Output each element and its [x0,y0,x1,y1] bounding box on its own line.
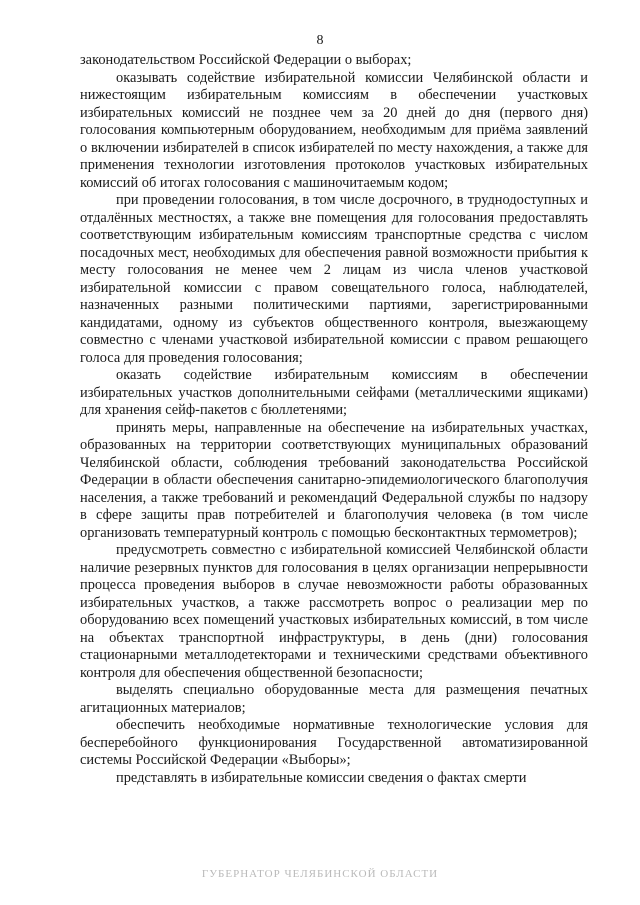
footer-watermark: ГУБЕРНАТОР ЧЕЛЯБИНСКОЙ ОБЛАСТИ [201,868,439,880]
paragraph-8: обеспечить необходимые нормативные технологические условия для бесперебойного функционирования Государственной автоматизированной системы Российской Федерации «Выборы»; [80,717,588,768]
paragraph-4: оказать содействие избирательным комиссиям в обеспечении избирательных участков дополнительными сейфами (металлическими ящиками) для хранения сейф-пакетов с бюллетенями; [80,367,588,418]
paragraph-5: принять меры, направленные на обеспечение на избирательных участках, образованных на территории соответствующих муниципальных образований Челябинской области, соблюдения требований законодательства Российской Федерации в области обеспечения санитарно-эпидемиологического благополучия населения, а также требований и рекомендаций Федеральной службы по надзору в сфере защиты прав потребителей и благополучия человека (в том числе организовать температурный контроль с помощью бесконтактных термометров); [80,419,588,541]
paragraph-9: представлять в избирательные комиссии сведения о фактах смерти [116,769,527,786]
paragraph-3: при проведении голосования, в том числе досрочного, в труднодоступных и отдалённых местностях, а также вне помещения для голосования предоставлять соответствующим избирательным комиссиям транспортные средства с числом посадочных мест, необходимых для обеспечения равной возможности прибытия к месту голосования не менее чем 2 лицам из числа членов участковой избирательной комиссии с правом совещательного голоса, наблюдателей, назначенных разными политическими партиями, зарегистрированными кандидатами, одному из субъектов общественного контроля, выезжающему совместно с членами участковой избирательной комиссии с правом решающего голоса для проведения голосования; [80,192,588,366]
paragraph-7: выделять специально оборудованные места для размещения печатных агитационных материалов; [80,682,588,716]
page-number: 8 [316,33,324,48]
paragraph-2: оказывать содействие избирательной комиссии Челябинской области и нижестоящим избирательным комиссиям в обеспечении участковых избирательных комиссий не позднее чем за 20 дней до дня (первого дня) голосования компьютерным оборудованием, необходимым для приёма заявлений о включении избирателей в список избирателей по месту нахождения, а также для применения технологии изготовления протоколов участковых избирательных комиссий об итогах голосования с машиночитаемым кодом; [80,69,588,191]
paragraph-6: предусмотреть совместно с избирательной комиссией Челябинской области наличие резервных пунктов для голосования в целях организации непрерывности процесса проведения выборов в случае невозможности работы образованных избирательных участков, а также рассмотреть вопрос о реализации мер по оборудованию всех помещений участковых избирательных комиссий, в том числе на объектах транспортной инфраструктуры, в день (дни) голосования стационарными металлодетекторами и техническими средствами объективного контроля для обеспечения общественной безопасности; [80,542,588,681]
document-body [80,52,588,787]
paragraph-1: законодательством Российской Федерации о выборах; [80,52,412,68]
